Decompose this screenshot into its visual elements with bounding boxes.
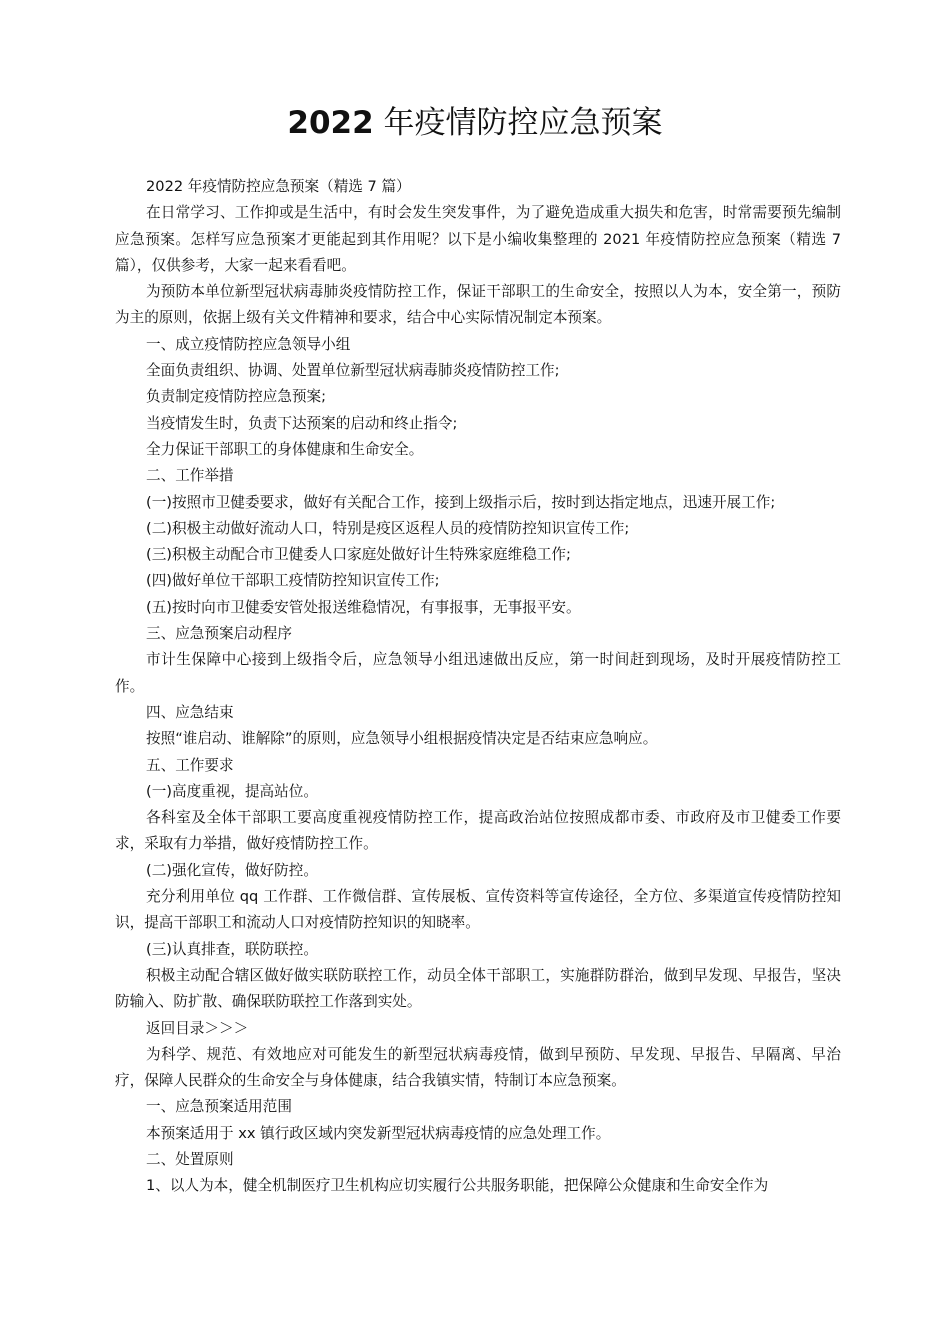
body-line: 当疫情发生时，负责下达预案的启动和终止指令; [146,414,458,432]
doc-subtitle: 2022 年疫情防控应急预案（精选 7 篇） [146,178,411,195]
document-body [115,174,841,1200]
section-heading: 二、处置原则 [146,1150,234,1168]
body-line: 按照“谁启动、谁解除”的原则，应急领导小组根据疫情决定是否结束应急响应。 [146,730,658,748]
title-text: 年疫情防控应急预案 [373,105,663,141]
list-item: (五)按时向市卫健委安管处报送维稳情况，有事报事，无事报平安。 [146,598,581,616]
list-item: (四)做好单位干部职工疫情防控知识宣传工作; [146,572,440,590]
body-paragraph: 市计生保障中心接到上级指令后，应急领导小组迅速做出反应，第一时间赶到现场，及时开展疫情防控工作。 [115,651,841,695]
section-heading: 一、成立疫情防控应急领导小组 [146,335,351,353]
body-line: 全力保证干部职工的身体健康和生命安全。 [146,440,424,458]
body-paragraph: 各科室及全体干部职工要高度重视疫情防控工作，提高政治站位按照成都市委、市政府及市卫健委工作要求，采取有力举措，做好疫情防控工作。 [115,809,841,853]
section-heading: 四、应急结束 [146,703,234,721]
title-year: 2022 [287,105,374,141]
list-item: (二)积极主动做好流动人口，特别是疫区返程人员的疫情防控知识宣传工作; [146,519,630,537]
document-title [0,100,950,146]
body-paragraph: 积极主动配合辖区做好做实联防联控工作，动员全体干部职工，实施群防群治，做到早发现、早报告，坚决防输入、防扩散、确保联防联控工作落到实处。 [115,966,841,1011]
list-item: (一)按照市卫健委要求，做好有关配合工作，接到上级指示后，按时到达指定地点，迅速开展工作; [146,493,776,511]
section-heading: 三、应急预案启动程序 [146,625,292,643]
body-paragraph: 为科学、规范、有效地应对可能发生的新型冠状病毒疫情，做到早预防、早发现、早报告、早隔离、早治疗，保障人民群众的生命安全与身体健康，结合我镇实情，特制订本应急预案。 [115,1045,841,1090]
section-heading: 二、工作举措 [146,467,234,485]
subsection-heading: (二)强化宣传，做好防控。 [146,861,318,879]
body-line: 负责制定疫情防控应急预案; [146,388,327,406]
body-line: 全面负责组织、协调、处置单位新型冠状病毒肺炎疫情防控工作; [146,362,560,380]
back-to-contents-link[interactable]: 返回目录＞＞＞ [146,1019,249,1037]
body-paragraph: 充分利用单位 qq 工作群、工作微信群、宣传展板、宣传资料等宣传途径，全方位、多渠道宣传疫情防控知识，提高干部职工和流动人口对疫情防控知识的知晓率。 [115,888,841,932]
intro-paragraph: 在日常学习、工作抑或是生活中，有时会发生突发事件，为了避免造成重大损失和危害，时常需要预先编制应急预案。怎样写应急预案才更能起到其作用呢？以下是小编收集整理的 2021 年疫情防控应急预案（精选 7 篇），仅供参考，大家一起来看看吧。 [115,204,841,274]
section-heading: 一、应急预案适用范围 [146,1098,292,1116]
subsection-heading: (三)认真排查，联防联控。 [146,940,318,958]
purpose-paragraph: 为预防本单位新型冠状病毒肺炎疫情防控工作，保证干部职工的生命安全，按照以人为本，安全第一，预防为主的原则，依据上级有关文件精神和要求，结合中心实际情况制定本预案。 [115,283,841,327]
body-line: 本预案适用于 xx 镇行政区域内突发新型冠状病毒疫情的应急处理工作。 [146,1124,611,1142]
subsection-heading: (一)高度重视，提高站位。 [146,782,318,800]
list-item: (三)积极主动配合市卫健委人口家庭处做好计生特殊家庭维稳工作; [146,546,571,564]
section-heading: 五、工作要求 [146,756,234,774]
body-line: 1、以人为本，健全机制医疗卫生机构应切实履行公共服务职能，把保障公众健康和生命安全作为 [146,1177,769,1195]
